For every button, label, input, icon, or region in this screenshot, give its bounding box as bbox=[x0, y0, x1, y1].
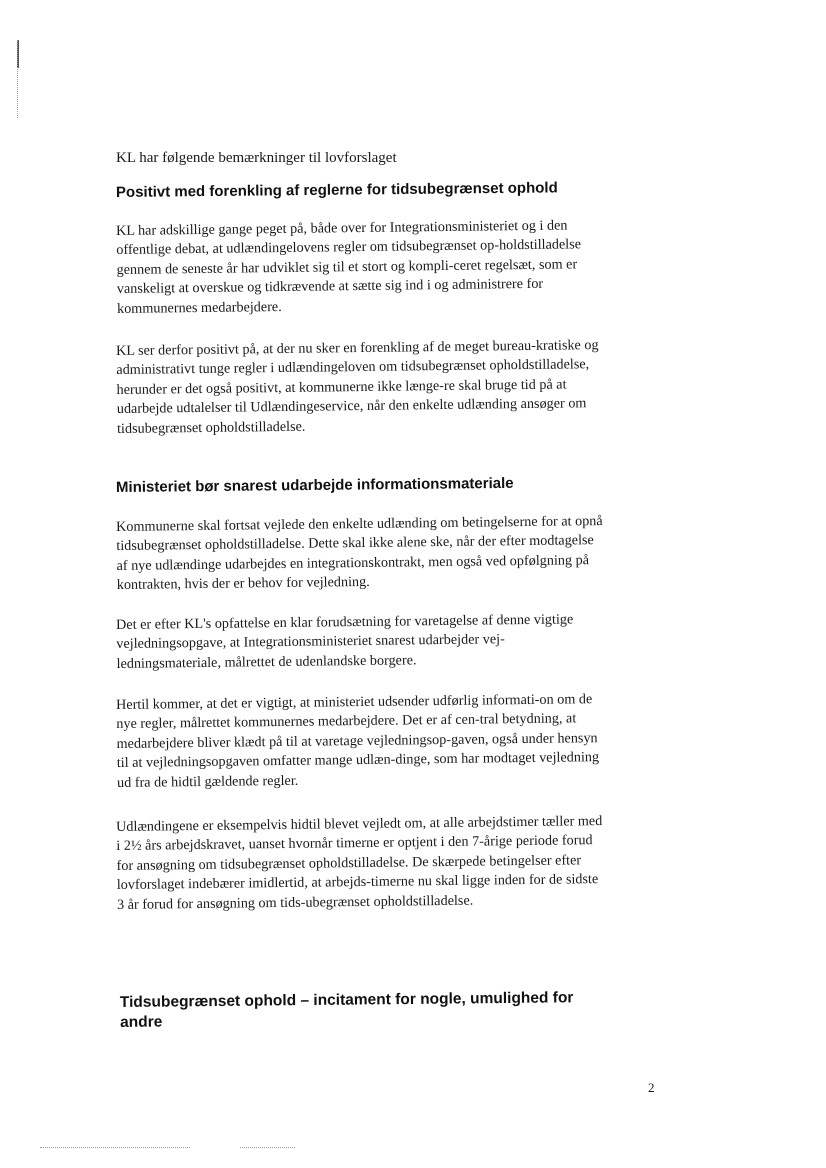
page-number: 2 bbox=[648, 1080, 655, 1095]
scan-artifact-footer-dots bbox=[240, 1147, 295, 1149]
paragraph: Udlændingene er eksempelvis hidtil blevet vejledt om, at alle arbejdstimer tæller med i 2½ års arbejdskravet, uanset hvornår timerne er optjent i den 7-årige periode forud for ansøgning om tidsubegrænset opholdstilladelse. De skærpede betingelser efter lovforslaget indebærer imidlertid, at arbejds-timerne nu skal ligge inden for de sidste 3 år forud for ansøgning om tids-ubegrænset opholdstilladelse. bbox=[116, 813, 603, 913]
section-heading-permanent-residence: Tidsubegrænset ophold – incitament for nogle, umulighed for andre bbox=[119, 989, 574, 1031]
paragraph: KL ser derfor positivt på, at der nu sker en forenkling af de meget bureau-kratiske og administrativt tunge regler i udlændingeloven om tidsubegrænset opholdstilladelse, herunder er det også positivt, at kommunerne ikke længe-re skal bruge tid på at udarbejde udtalelser til Udlændingeservice, når den enkelte udlænding ansøger om tidsubegrænset opholdstilladelse. bbox=[116, 337, 599, 437]
section-heading-positive-simplification: Positivt med forenkling af reglerne for tidsubegrænset ophold bbox=[115, 179, 558, 201]
paragraph: Det er efter KL's opfattelse en klar forudsætning for varetagelse af denne vigtige vejledningsopgave, at Integrationsministeriet snarest udarbejder vej-ledningsmateriale, målrettet de udenlandske borgere. bbox=[116, 611, 574, 672]
paragraph: Kommunerne skal fortsat vejlede den enkelte udlænding om betingelserne for at opnå tidsubegrænset opholdstilladelse. Dette skal ikke alene ske, når der efter modtagelse af nye udlændinge udarbejdes en integrationskontrakt, men også ved opfølgning på kontrakten, hvis der er behov for vejledning. bbox=[116, 513, 603, 594]
paragraph: KL har adskillige gange peget på, både over for Integrationsministeriet og i den offentlige debat, at udlændingelovens regler om tidsubegrænset op-holdstilladelse gennem de seneste år har udviklet sig til et stort og kompli-ceret regelsæt, som er vanskeligt at overskue og tidkrævende at sætte sig ind i og administrere for kommunernes medarbejdere. bbox=[116, 217, 582, 317]
scan-artifact-dotted-line bbox=[17, 40, 19, 118]
document-body bbox=[115, 148, 606, 1031]
intro-line: KL har følgende bemærkninger til lovforslaget bbox=[116, 150, 397, 166]
scan-artifact-footer-dots bbox=[40, 1147, 190, 1149]
paragraph: Hertil kommer, at det er vigtigt, at ministeriet udsender udførlig informati-on om de nye regler, målrettet kommunernes medarbejdere. Det er af cen-tral betydning, at medarbejdere bliver klædt på til at varetage vejledningsop-gaven, også under hensyn til at vejledningsopgaven omfatter mange udlæn-dinge, som har modtaget vejledning ud fra de hidtil gældende regler. bbox=[116, 691, 600, 791]
section-heading-information-material: Ministeriet bør snarest udarbejde informationsmateriale bbox=[115, 474, 514, 496]
